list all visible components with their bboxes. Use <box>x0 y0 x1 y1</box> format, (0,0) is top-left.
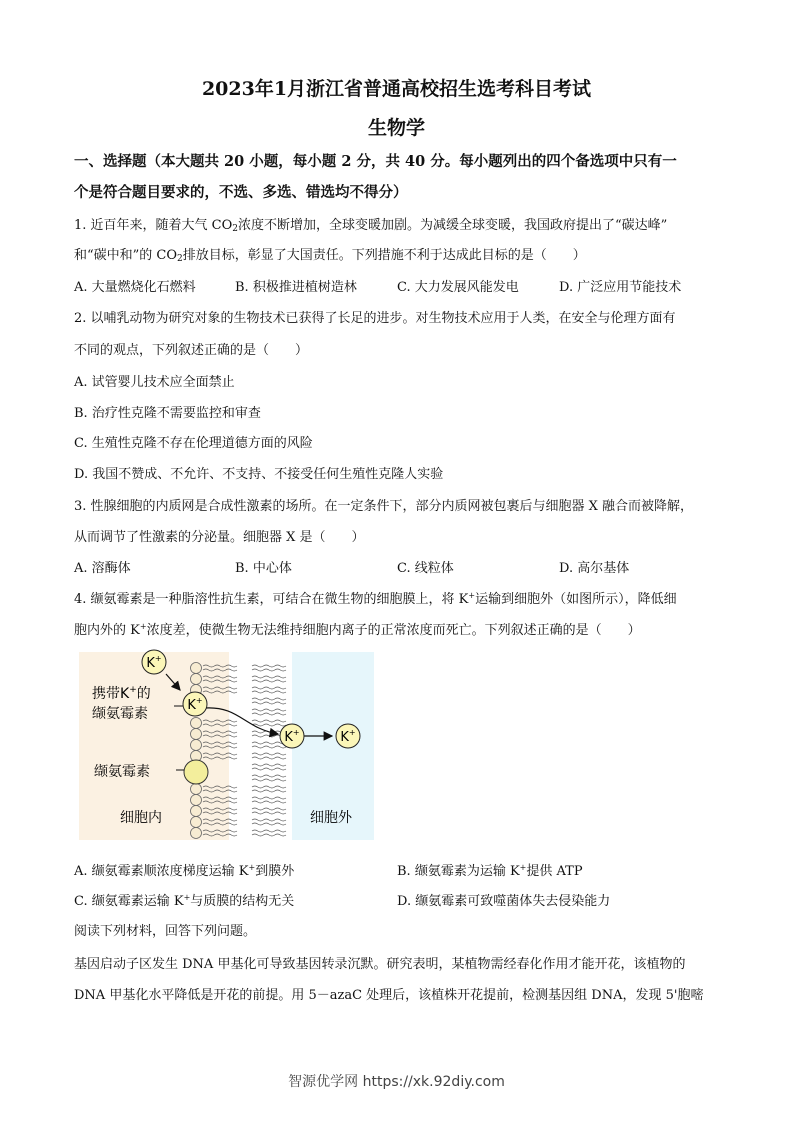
lipid-tail <box>252 808 286 810</box>
lipid-head <box>191 718 202 729</box>
q1-option-b: B. 积极推进植树造林 <box>235 280 357 295</box>
lipid-tail <box>252 753 286 755</box>
lipid-tail <box>252 691 286 693</box>
q3-option-d: D. 高尔基体 <box>559 561 630 576</box>
lipid-tail <box>252 709 286 711</box>
lipid-tail <box>252 698 286 700</box>
label-valinomycin: 缬氨霉素 <box>94 764 150 780</box>
q1-line2: 和“碳中和”的 $CO_2$排放目标，彰显了大国责任。下列措施不利于达成此目标的是（ ） <box>74 248 586 264</box>
lipid-head <box>191 817 202 828</box>
q4-line1: 4. 缬氨霉素是一种脂溶性抗生素，可结合在微生物的细胞膜上，将 K+运输到细胞外（如图所示），降低细 <box>74 591 677 607</box>
lipid-tail <box>252 768 286 770</box>
svg-text:K+: K+ <box>284 728 300 745</box>
lipid-tail <box>252 746 286 748</box>
lipid-tail <box>252 819 286 821</box>
q3-option-a: A. 溶酶体 <box>74 561 131 576</box>
lipid-tail <box>252 720 286 722</box>
lipid-tail <box>252 830 286 832</box>
svg-text:K+: K+ <box>187 696 203 713</box>
lipid-tail <box>252 779 286 781</box>
lipid-head <box>191 806 202 817</box>
lipid-tail <box>252 676 286 678</box>
q1-option-d: D. 广泛应用节能技术 <box>559 280 682 295</box>
lipid-tail <box>252 687 286 689</box>
lipid-head <box>191 740 202 751</box>
lipid-tail <box>252 713 286 715</box>
q2-option-b: B. 治疗性克隆不需要监控和审查 <box>74 406 261 421</box>
q2-option-a: A. 试管婴儿技术应全面禁止 <box>74 375 235 390</box>
q3-line2: 从而调节了性激素的分泌量。细胞器 X 是（ ） <box>74 530 365 545</box>
lipid-tail <box>252 669 286 671</box>
q2-option-c: C. 生殖性克隆不存在伦理道德方面的风险 <box>74 436 313 451</box>
q1-line1: 1. 近百年来，随着大气 $CO_2$浓度不断增加，全球变暖加剧。为减缓全球变暖，我国政府提出了“碳达峰” <box>74 218 668 234</box>
lipid-tail <box>252 702 286 704</box>
q4-option-c: C. 缬氨霉素运输 K+与质膜的结构无关 <box>74 893 295 909</box>
lipid-head <box>191 663 202 674</box>
label-outside: 细胞外 <box>310 810 352 826</box>
q3-option-b: B. 中心体 <box>235 561 292 576</box>
lipid-tail <box>252 665 286 667</box>
q2-line1: 2. 以哺乳动物为研究对象的生物技术已获得了长足的进步。对生物技术应用于人类，在安全与伦理方面有 <box>74 311 676 326</box>
svg-text:K+: K+ <box>340 728 356 745</box>
reading-intro: 阅读下列材料，回答下列问题。 <box>74 924 257 939</box>
lipid-tail <box>252 786 286 788</box>
reading-line2: DNA 甲基化水平降低是开花的前提。用 5－azaC 处理后，该植株开花提前，检测基因组 DNA，发现 5'胞嘧 <box>74 988 704 1003</box>
lipid-tail <box>252 823 286 825</box>
lipid-tail <box>252 757 286 759</box>
q4-option-b: B. 缬氨霉素为运输 K+提供 ATP <box>397 863 583 879</box>
lipid-tail <box>252 834 286 836</box>
q3-line1: 3. 性腺细胞的内质网是合成性激素的场所。在一定条件下，部分内质网被包裹后与细胞器 X 融合而被降解， <box>74 499 694 514</box>
svg-text:K+: K+ <box>146 654 162 671</box>
q4-line2: 胞内外的 K+浓度差，使微生物无法维持细胞内离子的正常浓度而死亡。下列叙述正确的是（ ） <box>74 622 641 638</box>
lipid-tail <box>252 742 286 744</box>
section-heading-line1: 一、选择题（本大题共 20 小题，每小题 2 分，共 40 分。每小题列出的四个备选项中只有一 <box>74 153 677 170</box>
lipid-tail <box>252 790 286 792</box>
section-heading-line2: 个是符合题目要求的，不选、多选、错选均不得分） <box>74 184 408 201</box>
q2-option-d: D. 我国不赞成、不允许、不支持、不接受任何生殖性克隆人实验 <box>74 467 444 482</box>
lipid-tail <box>252 812 286 814</box>
lipid-head <box>191 828 202 839</box>
lipid-head <box>191 674 202 685</box>
q3-option-c: C. 线粒体 <box>397 561 454 576</box>
q1-option-a: A. 大量燃烧化石燃料 <box>74 280 196 295</box>
lipid-tail <box>252 680 286 682</box>
exam-subject: 生物学 <box>367 117 425 139</box>
lipid-tail <box>252 775 286 777</box>
lipid-tail <box>252 797 286 799</box>
reading-line1: 基因启动子区发生 DNA 甲基化可导致基因转录沉默。研究表明，某植物需经春化作用才能开花，该植物的 <box>74 957 686 972</box>
valinomycin-molecule <box>184 760 208 784</box>
membrane-figure <box>74 648 374 842</box>
lipid-tail <box>252 801 286 803</box>
q4-option-d: D. 缬氨霉素可致噬菌体失去侵染能力 <box>397 894 611 909</box>
footer-watermark: 智源优学网 https://xk.92diy.com <box>288 1074 505 1090</box>
q1-option-c: C. 大力发展风能发电 <box>397 280 519 295</box>
lipid-tail <box>252 724 286 726</box>
lipid-head <box>191 784 202 795</box>
lipid-head <box>191 729 202 740</box>
lipid-head <box>191 795 202 806</box>
label-carrier-valinomycin: 缬氨霉素 <box>92 706 148 722</box>
label-carrier: 携带K+的 <box>92 685 151 702</box>
lipid-tail <box>252 764 286 766</box>
label-inside: 细胞内 <box>120 810 162 826</box>
q4-option-a: A. 缬氨霉素顺浓度梯度运输 K+到膜外 <box>74 863 295 879</box>
q2-line2: 不同的观点，下列叙述正确的是（ ） <box>74 343 309 358</box>
exam-title: 2023年1月浙江省普通高校招生选考科目考试 <box>201 78 592 100</box>
